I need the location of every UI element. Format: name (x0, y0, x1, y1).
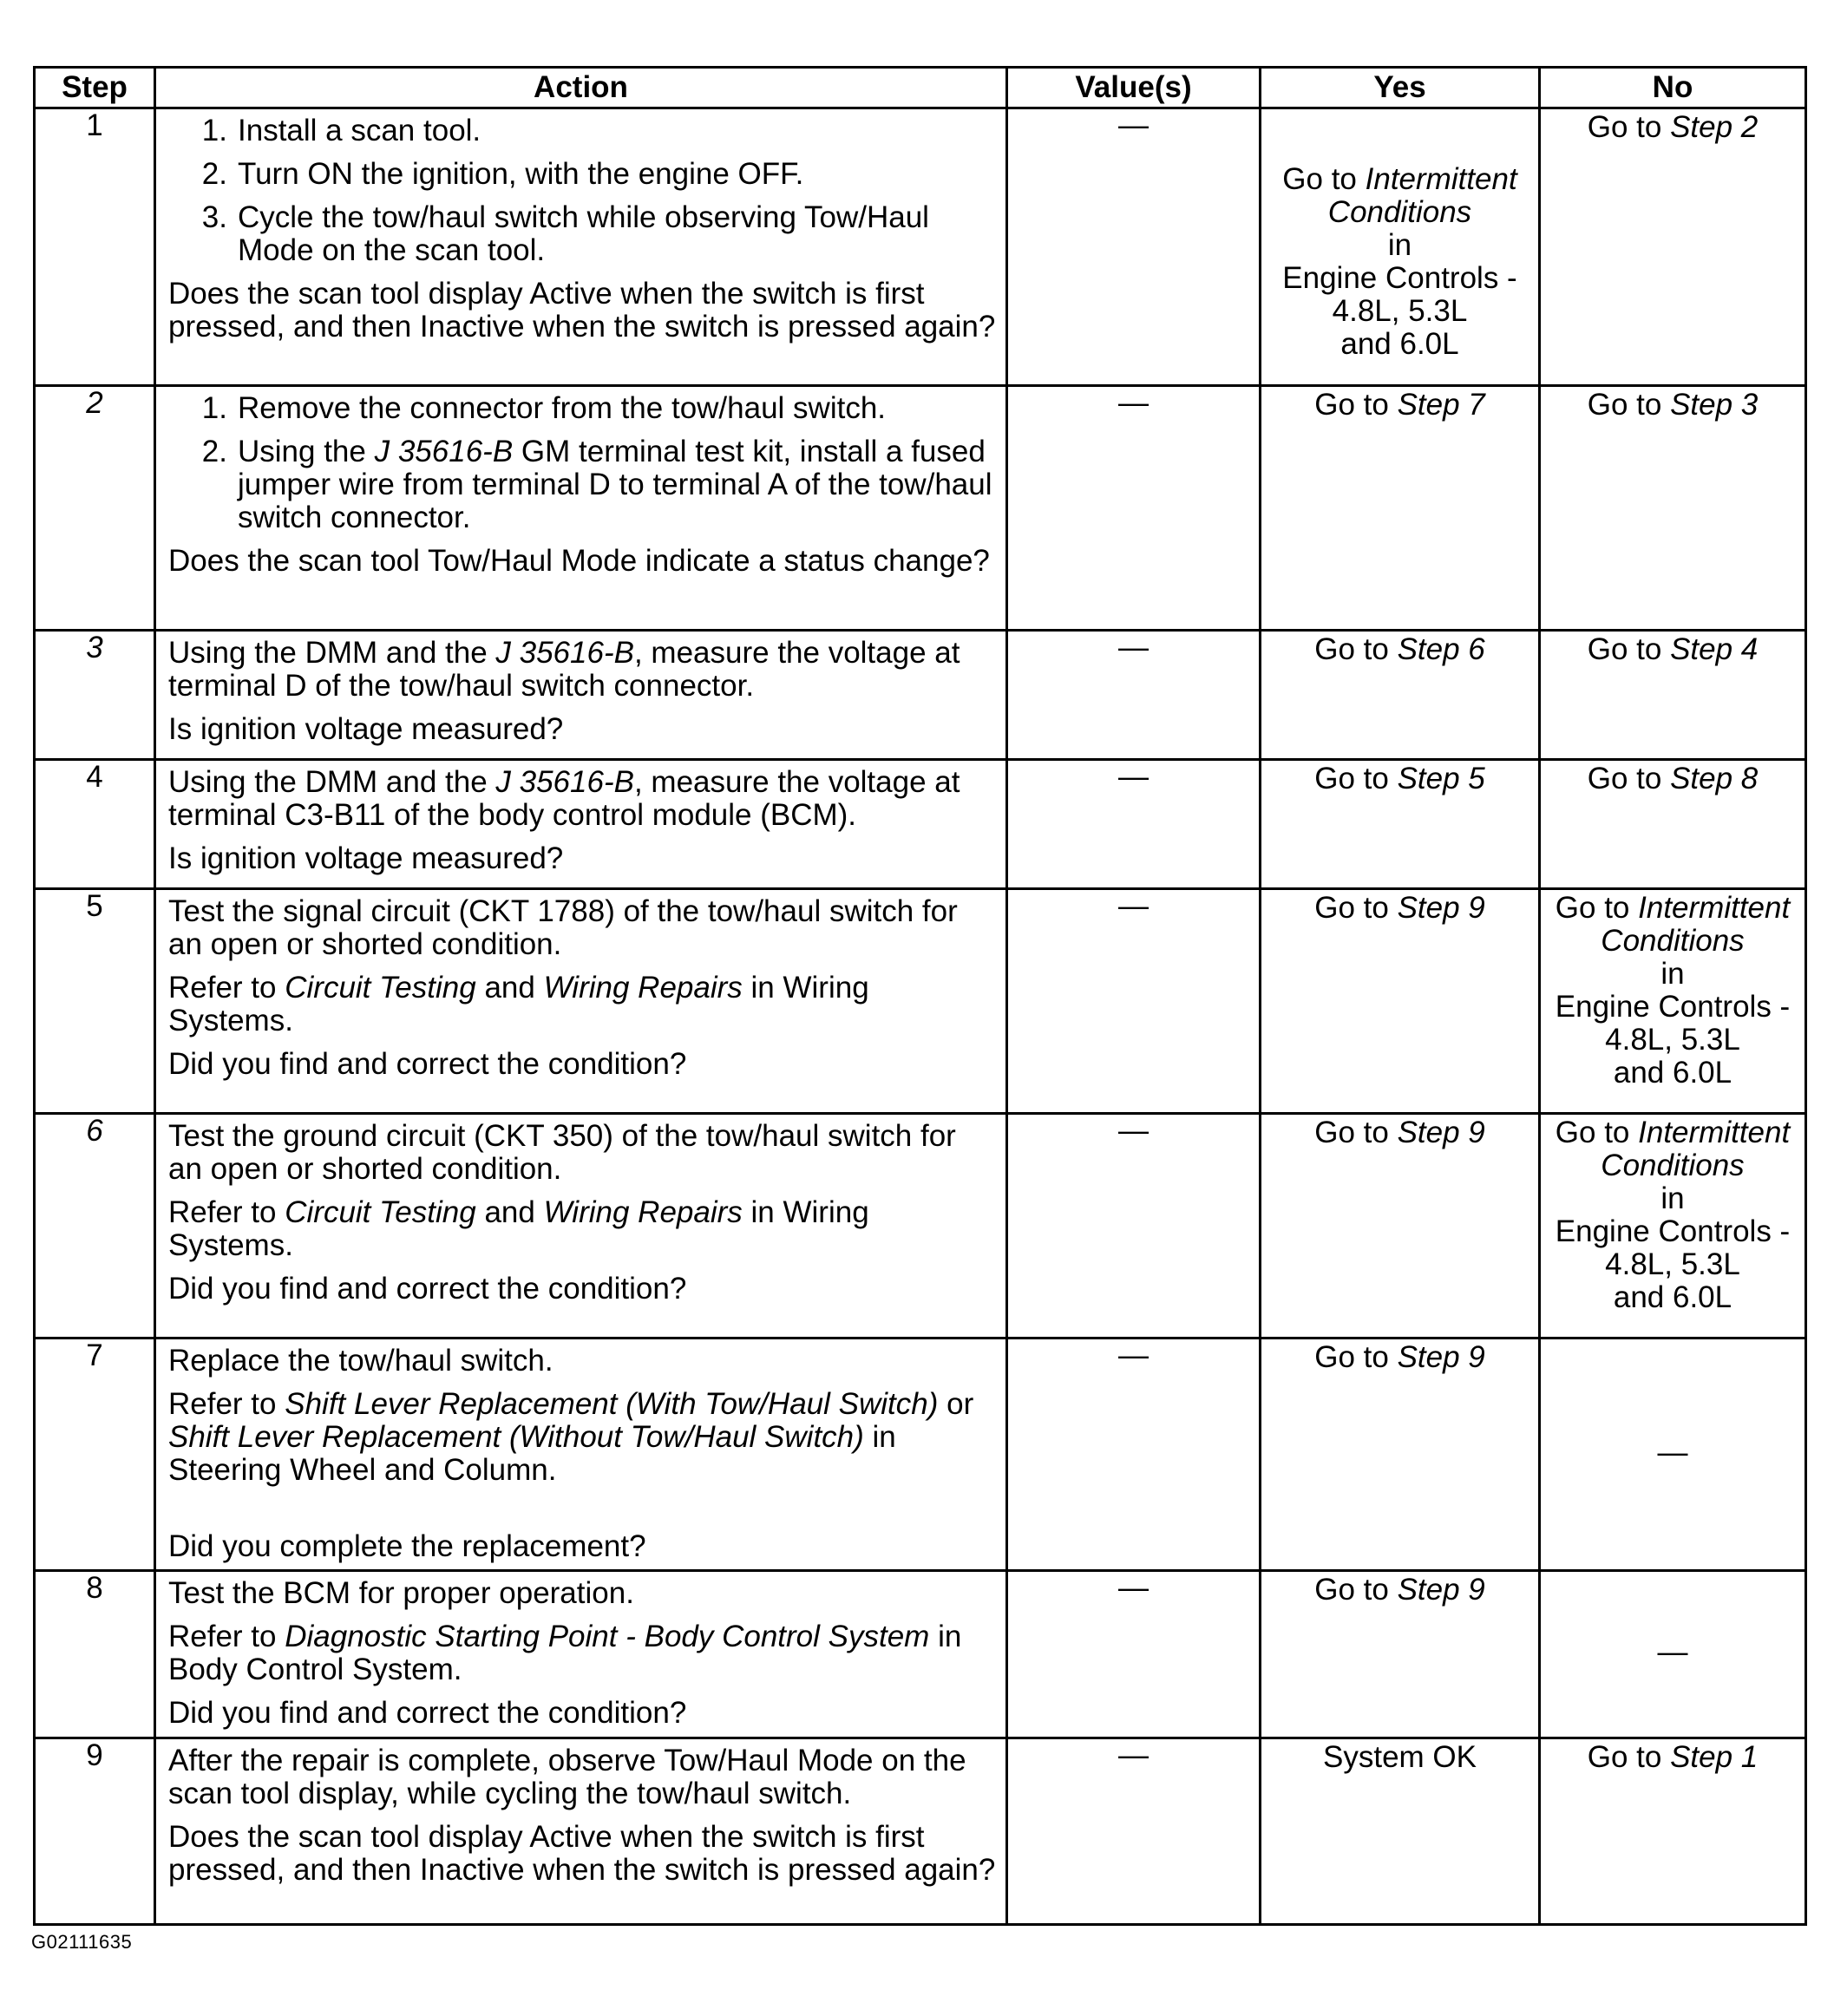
tool-reference: J 35616-B (495, 636, 634, 670)
action-text: Test the BCM for proper operation. (168, 1576, 634, 1610)
value-cell: — (1007, 631, 1261, 760)
value-cell: — (1007, 1114, 1261, 1339)
action-reference: Refer to Diagnostic Starting Point - Body Control System in Body Control System. (168, 1620, 962, 1686)
yes-cell: Go to Step 9 (1261, 1571, 1540, 1738)
no-step-link: Step 1 (1670, 1740, 1759, 1774)
action-question: Did you complete the replacement? (168, 1529, 646, 1563)
action-question: Did you find and correct the condition? (168, 1047, 687, 1081)
header-values: Value(s) (1007, 68, 1261, 108)
header-no: No (1540, 68, 1806, 108)
yes-cell: Go to Step 9 (1261, 1339, 1540, 1571)
no-cell: Go to Intermittent Conditions in Engine Controls - 4.8L, 5.3L and 6.0L (1540, 889, 1806, 1114)
diagnostic-table (33, 66, 1807, 1926)
table-row-step-9 (35, 1738, 1806, 1925)
action-cell (155, 1571, 1007, 1738)
value-cell: — (1007, 760, 1261, 889)
no-cell: — (1540, 1339, 1806, 1571)
step-number: 9 (35, 1738, 155, 1925)
table-row-step-5 (35, 889, 1806, 1114)
no-step-link: Step 3 (1670, 388, 1759, 422)
action-text: Test the ground circuit (CKT 350) of the tow/haul switch for an open or shorted condition. (168, 1119, 956, 1186)
value-cell (1007, 108, 1261, 386)
action-substep: Cycle the tow/haul switch while observing Tow/Haul Mode on the scan tool. (238, 200, 929, 267)
no-cell: Go to Step 8 (1540, 760, 1806, 889)
action-cell (155, 760, 1007, 889)
no-cell: Go to Step 3 (1540, 386, 1806, 631)
yes-cell: Go to Step 9 (1261, 889, 1540, 1114)
step-number: 7 (35, 1339, 155, 1571)
header-step: Step (35, 68, 155, 108)
step-number: 1 (35, 108, 155, 386)
table-row-step-2 (35, 386, 1806, 631)
no-step-link: Step 8 (1670, 762, 1759, 795)
action-substep: Using the J 35616-B GM terminal test kit, install a fused jumper wire from terminal D to terminal A of the tow/haul switch connector. (238, 435, 992, 534)
no-cell: — (1540, 1571, 1806, 1738)
action-cell (155, 1339, 1007, 1571)
action-cell: 1. Remove the connector from the tow/haul switch. 2. Using the J 35616-B GM terminal test kit, install a fused jumper wire from terminal D to terminal A of the tow/haul switch connector. Does the scan tool Tow/Haul Mode indicate a status change? (155, 386, 1007, 631)
value-cell: — (1007, 889, 1261, 1114)
action-substep: Turn ON the ignition, with the engine OFF. (238, 157, 804, 191)
action-text: After the repair is complete, observe Tow/Haul Mode on the scan tool display, while cycling the tow/haul switch. (168, 1744, 966, 1810)
value-cell: — (1007, 1571, 1261, 1738)
action-substep: Remove the connector from the tow/haul switch. (238, 391, 887, 425)
table-row-step-6 (35, 1114, 1806, 1339)
table-row-step-7 (35, 1339, 1806, 1571)
action-text: Replace the tow/haul switch. (168, 1344, 553, 1378)
action-cell: 1. Install a scan tool. 2. Turn ON the ignition, with the engine OFF. 3. Cycle the tow/haul switch while observing Tow/Haul Mode on the scan tool. Does the scan tool display Active when the switch is first pressed, and then Inactive when the switch is pressed again? (155, 108, 1007, 386)
action-question: Did you find and correct the condition? (168, 1696, 687, 1730)
value-dash: — (1118, 108, 1149, 142)
yes-cell: System OK (1261, 1738, 1540, 1925)
yes-cell: Go to Step 9 (1261, 1114, 1540, 1339)
no-cell: Go to Step 4 (1540, 631, 1806, 760)
yes-cell: Go to Step 7 (1261, 386, 1540, 631)
action-cell (155, 1114, 1007, 1339)
yes-step-link: Step 7 (1397, 388, 1485, 422)
no-cell: Go to Step 1 (1540, 1738, 1806, 1925)
action-question: Is ignition voltage measured? (168, 841, 564, 875)
header-action: Action (155, 68, 1007, 108)
tool-reference: J 35616-B (374, 435, 514, 468)
action-question: Did you find and correct the condition? (168, 1272, 687, 1306)
table-row-step-1 (35, 108, 1806, 386)
action-reference: Refer to Circuit Testing and Wiring Repairs in Wiring Systems. (168, 1195, 869, 1262)
yes-cell: Go to Step 5 (1261, 760, 1540, 889)
table-row-step-4 (35, 760, 1806, 889)
value-cell: — (1007, 1339, 1261, 1571)
no-cell: Go to Intermittent Conditions in Engine Controls - 4.8L, 5.3L and 6.0L (1540, 1114, 1806, 1339)
yes-step-link: Step 6 (1397, 632, 1485, 666)
action-reference: Refer to Shift Lever Replacement (With Tow/Haul Switch) or Shift Lever Replacement (Without Tow/Haul Switch) in Steering Wheel and Column. (168, 1387, 974, 1487)
action-cell (155, 631, 1007, 760)
yes-reference: Intermittent (1365, 161, 1517, 196)
yes-step-link: Step 9 (1397, 1340, 1485, 1374)
action-cell (155, 1738, 1007, 1925)
step-number: 3 (35, 631, 155, 760)
value-cell: — (1007, 386, 1261, 631)
step-number: 6 (35, 1114, 155, 1339)
step-number: 8 (35, 1571, 155, 1738)
action-question: Is ignition voltage measured? (168, 712, 564, 746)
no-reference: Intermittent (1638, 891, 1791, 925)
no-cell: Go to Step 2 (1540, 108, 1806, 386)
tool-reference: J 35616-B (495, 765, 634, 799)
table-row-step-3 (35, 631, 1806, 760)
action-substep: Install a scan tool. (238, 114, 481, 147)
yes-step-link: Step 9 (1397, 1116, 1485, 1149)
table-row-step-8 (35, 1571, 1806, 1738)
action-question: Does the scan tool Tow/Haul Mode indicate a status change? (168, 544, 990, 578)
action-reference: Refer to Circuit Testing and Wiring Repairs in Wiring Systems. (168, 971, 869, 1037)
figure-id: G02111635 (31, 1931, 133, 1953)
action-question: Does the scan tool display Active when the switch is first pressed, and then Inactive when the switch is pressed again? (168, 1820, 996, 1887)
action-text: Test the signal circuit (CKT 1788) of the tow/haul switch for an open or shorted condition. (168, 894, 958, 961)
action-text: Using the DMM and the J 35616-B, measure the voltage at terminal C3-B11 of the body control module (BCM). (168, 765, 960, 832)
action-text: Using the DMM and the J 35616-B, measure the voltage at terminal D of the tow/haul switch connector. (168, 636, 960, 703)
step-number: 2 (35, 386, 155, 631)
yes-step-link: Step 5 (1397, 762, 1485, 795)
step-number: 4 (35, 760, 155, 889)
yes-cell: Go to Step 6 (1261, 631, 1540, 760)
header-yes: Yes (1261, 68, 1540, 108)
no-reference: Intermittent (1638, 1116, 1791, 1149)
action-cell (155, 889, 1007, 1114)
yes-cell: Go to Intermittent Conditions in Engine Controls - 4.8L, 5.3L and 6.0L (1261, 108, 1540, 386)
action-question: Does the scan tool display Active when the switch is first pressed, and then Inactive when the switch is pressed again? (168, 277, 996, 344)
yes-step-link: Step 9 (1397, 891, 1485, 925)
yes-step-link: Step 9 (1397, 1573, 1485, 1607)
no-step-link: Step 2 (1670, 110, 1759, 144)
step-number: 5 (35, 889, 155, 1114)
no-step-link: Step 4 (1670, 632, 1759, 666)
value-cell: — (1007, 1738, 1261, 1925)
header-row (35, 68, 1806, 108)
